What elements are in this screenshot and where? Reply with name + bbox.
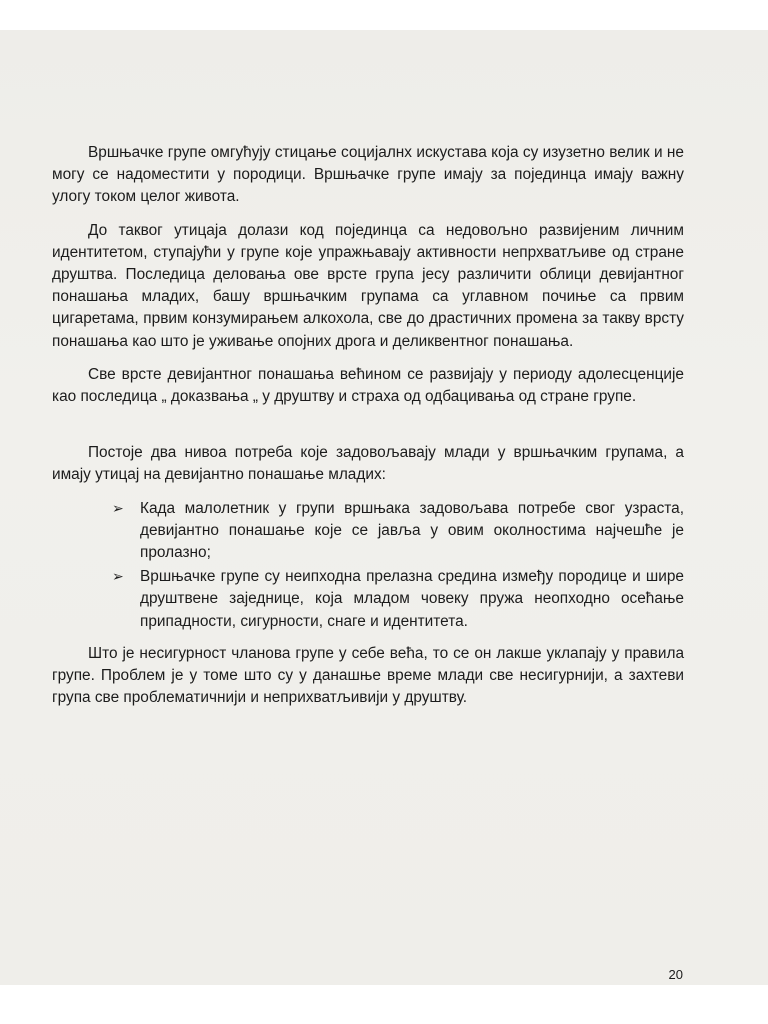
paragraph-3: Све врсте девијантног понашања већином се развијају у периоду адолесценције као последица „ доказвања „ у друштву и страха од одбацивања од стране групе. <box>52 365 684 406</box>
arrow-bullet-icon: ➢ <box>112 569 124 586</box>
paragraph-1: Вршњачке групе омгућују стицање социјалнх искустава која су изузетно велик и не могу се надоместити у породици. Вршњачке групе имају за појединца имају важну улогу током целог живота. <box>52 144 684 206</box>
paragraph-2: До таквог утицаја долази код појединца са недовољно развијеним личним идентитетом, ступајући у групе које упражњавају активности непрхватљиве од стране друштва. Последица деловања ове врсте група јесу различити облици девијантног понашања младих, башу вршњачким групама са углавном почиње са првим цигаретама, првим конзумирањем алкохола, све до драстичних промена за такву врсту понашања као што је уживање опојних дрога и деликвентног понашања. <box>52 221 684 350</box>
page-number: 20 <box>668 967 683 982</box>
arrow-bullet-icon: ➢ <box>112 500 124 517</box>
bullet-list <box>52 498 684 633</box>
list-item-text: Када малолетник у групи вршњака задовољава потребе свог узраста, девијантно понашање које се јавља у овим околностима најчешће је пролазно; <box>140 499 684 562</box>
document-page <box>0 30 768 985</box>
document-body <box>52 142 684 720</box>
list-item <box>112 498 684 565</box>
closing-paragraph: Што је несигурност чланова групе у себе већа, то се он лакше уклапају у правила групе. Проблем је у томе што су у данашње време млади све несигурнији, а захтеви група све проблематичнији и неприхватљивији у друштву. <box>52 644 684 707</box>
list-item-text: Вршњачке групе су неипходна прелазна средина између породице и шире друштвене заједнице, која младом човеку пружа неопходно осећање припадности, сигурности, снаге и идентитета. <box>140 568 684 630</box>
paragraph-4: Постоје два нивоа потреба које задовољавају млади у вршњачким групама, а имају утицај на девијантно понашање младих: <box>52 444 684 484</box>
list-item <box>112 566 684 633</box>
